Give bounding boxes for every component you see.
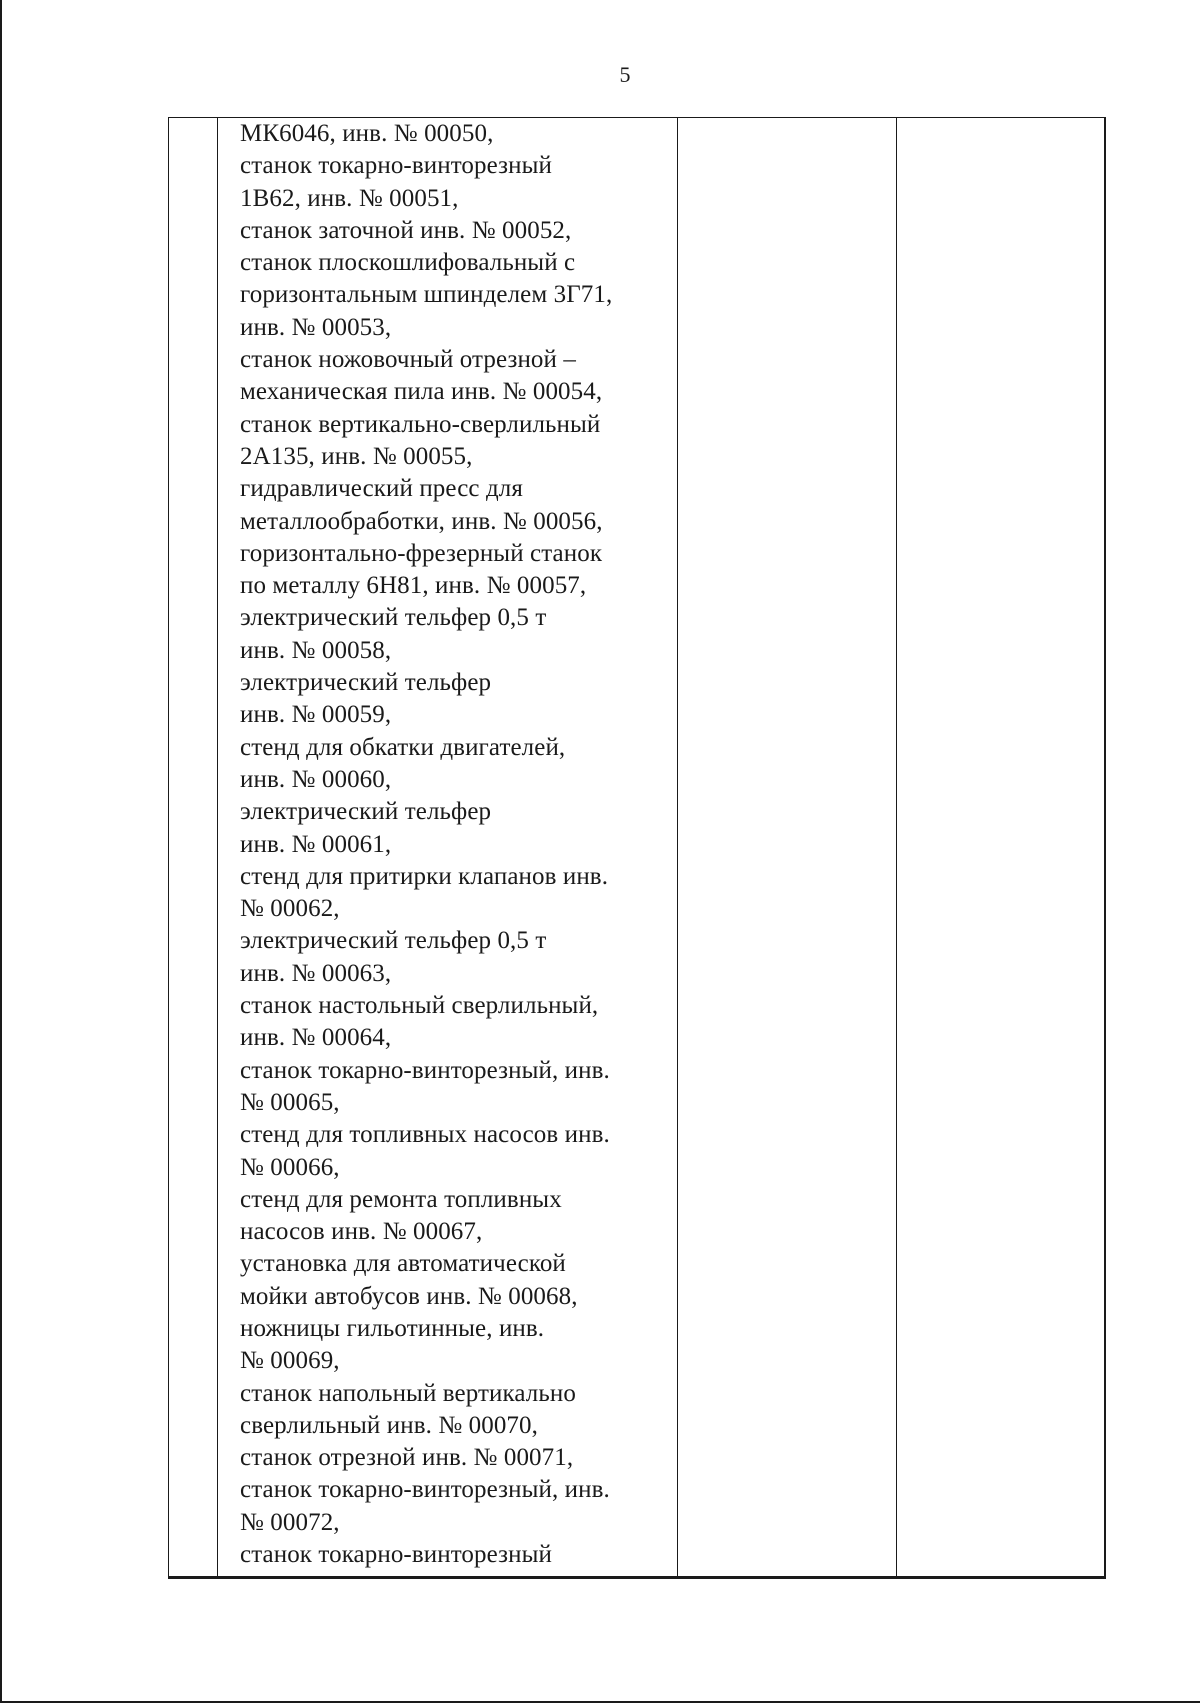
text-line: по металлу 6Н81, инв. № 00057, — [240, 572, 587, 600]
text-line: горизонтальным шпинделем 3Г71, — [240, 281, 613, 309]
text-line: станок токарно-винторезный — [240, 152, 552, 180]
text-line: станок токарно-винторезный, инв. — [240, 1056, 610, 1084]
text-line: инв. № 00053, — [240, 313, 392, 341]
text-line: № 00062, — [240, 895, 340, 923]
text-line: электрический тельфер — [240, 669, 492, 697]
text-line: установка для автоматической — [240, 1250, 566, 1278]
text-line: станок ножовочный отрезной – — [240, 346, 576, 374]
text-line: № 00065, — [240, 1088, 340, 1116]
text-line: станок напольный вертикально — [240, 1379, 576, 1407]
text-line: электрический тельфер 0,5 т — [240, 927, 547, 955]
page-number: 5 — [619, 62, 631, 87]
text-line: станок плоскошлифовальный с — [240, 249, 576, 277]
text-line: инв. № 00060, — [240, 765, 392, 793]
text-line: МК6046, инв. № 00050, — [240, 120, 494, 147]
equipment-description-cell — [236, 118, 680, 1571]
text-line: гидравлический пресс для — [240, 475, 523, 503]
text-line: инв. № 00059, — [240, 701, 392, 729]
text-line: станок отрезной инв. № 00071, — [240, 1444, 574, 1472]
text-line: электрический тельфер 0,5 т — [240, 604, 547, 632]
text-line: инв. № 00061, — [240, 830, 392, 858]
text-line: № 00072, — [240, 1508, 340, 1536]
column-divider-1 — [217, 118, 218, 1576]
text-line: инв. № 00063, — [240, 959, 392, 987]
text-line: стенд для ремонта топливных — [240, 1185, 562, 1213]
text-line: станок заточной инв. № 00052, — [240, 216, 572, 244]
text-line: № 00066, — [240, 1153, 340, 1181]
equipment-table — [168, 117, 1106, 1579]
text-line: № 00069, — [240, 1347, 340, 1375]
text-line: станок настольный сверлильный, — [240, 992, 599, 1020]
text-line: стенд для топливных насосов инв. — [240, 1121, 610, 1149]
text-line: стенд для обкатки двигателей, — [240, 733, 566, 761]
text-line: мойки автобусов инв. № 00068, — [240, 1282, 578, 1310]
text-line: 2А135, инв. № 00055, — [240, 442, 473, 470]
text-line: электрический тельфер — [240, 798, 492, 826]
text-line: станок токарно-винторезный, инв. — [240, 1476, 610, 1504]
text-line: станок вертикально-сверлильный — [240, 410, 601, 438]
text-line: насосов инв. № 00067, — [240, 1218, 483, 1246]
text-line: инв. № 00064, — [240, 1024, 392, 1052]
text-line: 1В62, инв. № 00051, — [240, 184, 459, 212]
text-line: стенд для притирки клапанов инв. — [240, 862, 609, 890]
text-line: ножницы гильотинные, инв. — [240, 1314, 545, 1342]
text-line: станок токарно-винторезный — [240, 1541, 552, 1569]
text-line: сверлильный инв. № 00070, — [240, 1411, 538, 1439]
text-line: металлообработки, инв. № 00056, — [240, 507, 603, 535]
text-line: механическая пила инв. № 00054, — [240, 378, 603, 406]
text-line: горизонтально-фрезерный станок — [240, 539, 603, 567]
column-divider-3 — [896, 118, 897, 1576]
text-line: инв. № 00058, — [240, 636, 392, 664]
